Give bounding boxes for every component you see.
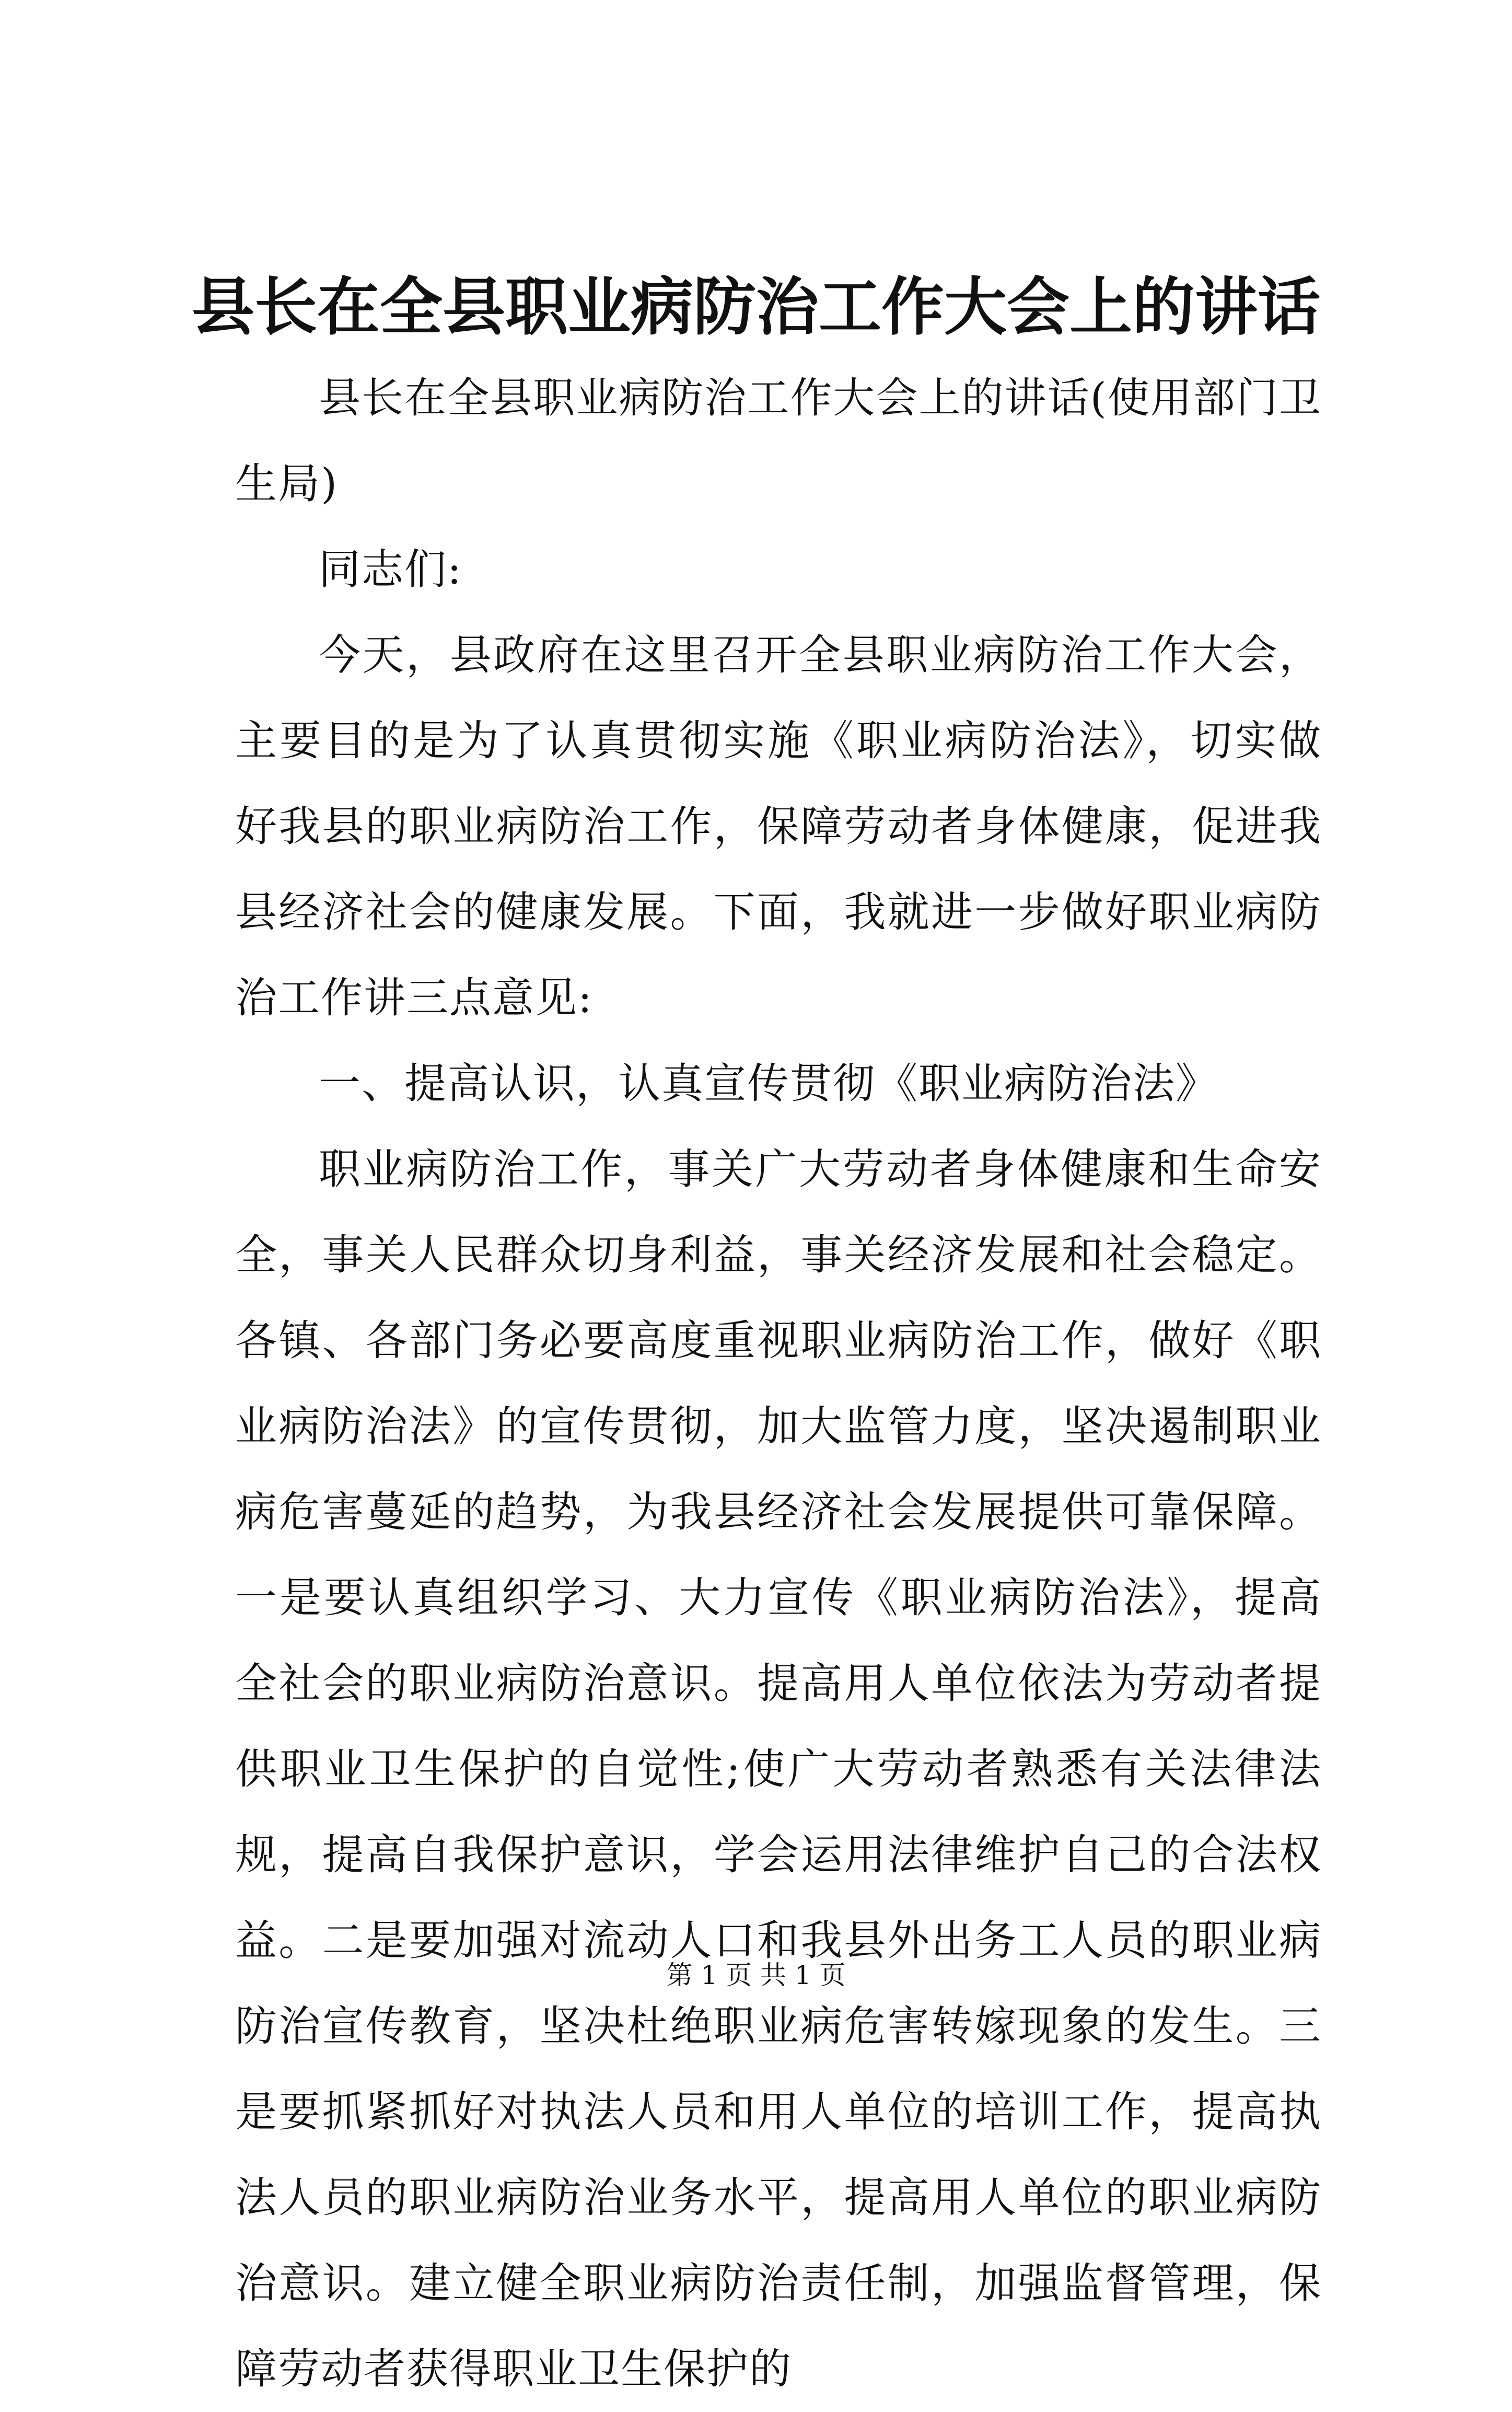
subtitle-paragraph: 县长在全县职业病防治工作大会上的讲话(使用部门卫生局) bbox=[235, 374, 1322, 508]
intro-paragraph: 今天，县政府在这里召开全县职业病防治工作大会，主要目的是为了认真贯彻实施《职业病防治法》，切实做好我县的职业病防治工作，保障劳动者身体健康，促进我县经济社会的健康发展。下面，我就进一步做好职业病防治工作讲三点意见: bbox=[235, 631, 1322, 1022]
section-heading: 一、提高认识，认真宣传贯彻《职业病防治法》 bbox=[319, 1059, 1218, 1108]
page-footer: 第 1 页 共 1 页 bbox=[666, 1960, 846, 1990]
body-paragraph: 职业病防治工作，事关广大劳动者身体健康和生命安全，事关人民群众切身利益，事关经济发展和社会稳定。各镇、各部门务必要高度重视职业病防治工作，做好《职业病防治法》的宣传贯彻，加大监管力度，坚决遏制职业病危害蔓延的趋势，为我县经济社会发展提供可靠保障。一是要认真组织学习、大力宣传《职业病防治法》，提高全社会的职业病防治意识。提高用人单位依法为劳动者提供职业卫生保护的自觉性;使广大劳动者熟悉有关法律法规，提高自我保护意识，学会运用法律维护自己的合法权益。二是要加强对流动人口和我县外出务工人员的职业病防治宣传教育，坚决杜绝职业病危害转嫁现象的发生。三是要抓紧抓好对执法人员和用人单位的培训工作，提高执法人员的职业病防治业务水平，提高用人单位的职业病防治意识。建立健全职业病防治责任制，加强监督管理，保障劳动者获得职业卫生保护的 bbox=[235, 1145, 1322, 2393]
salutation-paragraph: 同志们: bbox=[319, 545, 462, 594]
document-body bbox=[235, 355, 1322, 2412]
document-title: 县长在全县职业病防治工作大会上的讲话 bbox=[192, 270, 1320, 344]
